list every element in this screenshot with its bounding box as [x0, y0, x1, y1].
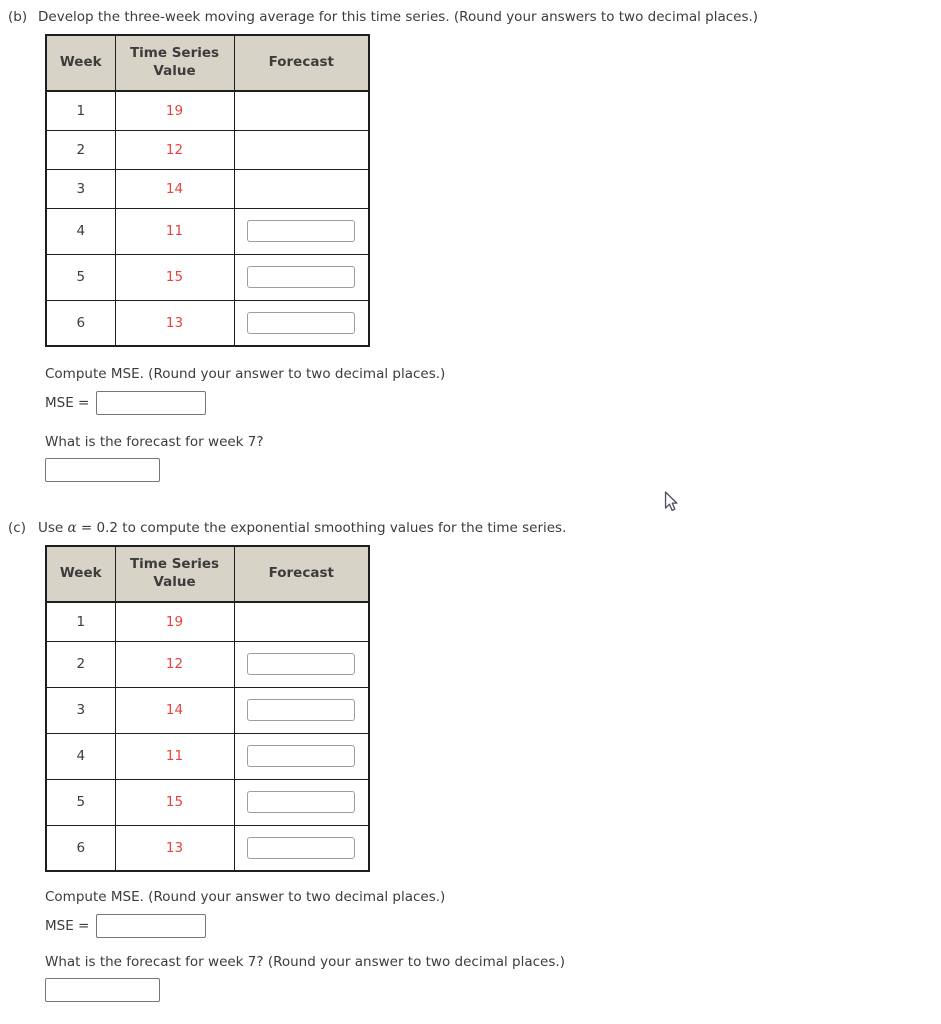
compute-mse-prompt-c: Compute MSE. (Round your answer to two decimal places.)	[45, 889, 446, 905]
week7-prompt-c: What is the forecast for week 7? (Round your answer to two decimal places.)	[45, 954, 565, 970]
table-row	[46, 825, 369, 871]
table-header-row	[46, 35, 369, 91]
forecast-column-header: Forecast	[234, 546, 369, 602]
time-series-value-column-header: Time Series Value	[115, 35, 234, 91]
smoothing-input-week-4[interactable]	[247, 745, 355, 767]
mse-input-c[interactable]	[96, 914, 206, 938]
forecast-cell	[234, 733, 369, 779]
forecast-cell	[234, 641, 369, 687]
forecast-input-week-4[interactable]	[247, 220, 355, 242]
forecast-cell-empty	[234, 130, 369, 169]
table-row	[46, 641, 369, 687]
table-row	[46, 733, 369, 779]
mouse-cursor-icon	[663, 491, 678, 513]
mse-label-b: MSE =	[45, 395, 90, 411]
value-cell: 15	[115, 254, 234, 300]
value-cell: 12	[115, 130, 234, 169]
week-cell: 4	[46, 733, 115, 779]
table-row	[46, 779, 369, 825]
week-cell: 5	[46, 254, 115, 300]
week-cell: 6	[46, 825, 115, 871]
smoothing-input-week-5[interactable]	[247, 791, 355, 813]
forecast-input-week-5[interactable]	[247, 266, 355, 288]
week7-forecast-input-b[interactable]	[45, 458, 160, 482]
moving-average-table	[45, 34, 370, 347]
table-row	[46, 91, 369, 130]
part-c-prompt-post: = 0.2 to compute the exponential smoothing values for the time series.	[76, 520, 567, 536]
smoothing-input-week-2[interactable]	[247, 653, 355, 675]
part-b-prompt: Develop the three-week moving average for this time series. (Round your answers to two decimal places.)	[38, 9, 759, 25]
forecast-input-week-6[interactable]	[247, 312, 355, 334]
value-cell: 15	[115, 779, 234, 825]
alpha-symbol: α	[67, 520, 77, 536]
forecast-cell	[234, 779, 369, 825]
table-row	[46, 254, 369, 300]
forecast-cell-empty	[234, 602, 369, 641]
mse-line-b	[45, 391, 941, 415]
table-header-row	[46, 546, 369, 602]
part-c-prompt	[38, 520, 931, 536]
time-series-value-column-header: Time Series Value	[115, 546, 234, 602]
mse-label-c: MSE =	[45, 918, 90, 934]
smoothing-input-week-6[interactable]	[247, 837, 355, 859]
week-cell: 2	[46, 130, 115, 169]
week-cell: 3	[46, 687, 115, 733]
forecast-cell	[234, 300, 369, 346]
part-c-label: (c)	[8, 520, 26, 536]
table-row	[46, 602, 369, 641]
table-row	[46, 169, 369, 208]
week7-forecast-input-c[interactable]	[45, 978, 160, 1002]
week-cell: 3	[46, 169, 115, 208]
forecast-column-header: Forecast	[234, 35, 369, 91]
week-cell: 2	[46, 641, 115, 687]
week-column-header: Week	[46, 546, 115, 602]
week7-answer-wrap-c	[45, 978, 941, 1002]
part-b-label: (b)	[8, 9, 28, 25]
table-row	[46, 300, 369, 346]
value-cell: 19	[115, 91, 234, 130]
forecast-cell	[234, 208, 369, 254]
forecast-cell	[234, 254, 369, 300]
week-column-header: Week	[46, 35, 115, 91]
value-cell: 11	[115, 208, 234, 254]
table-row	[46, 130, 369, 169]
value-cell: 13	[115, 825, 234, 871]
forecast-cell	[234, 687, 369, 733]
part-c-prompt-pre: Use	[38, 520, 68, 536]
week-cell: 4	[46, 208, 115, 254]
exponential-smoothing-table	[45, 545, 370, 872]
smoothing-input-week-3[interactable]	[247, 699, 355, 721]
forecast-cell-empty	[234, 91, 369, 130]
value-cell: 12	[115, 641, 234, 687]
mse-line-c	[45, 914, 941, 938]
part-b-question	[0, 0, 941, 25]
value-cell: 19	[115, 602, 234, 641]
mse-input-b[interactable]	[96, 391, 206, 415]
forecast-cell	[234, 825, 369, 871]
forecast-cell-empty	[234, 169, 369, 208]
value-cell: 13	[115, 300, 234, 346]
week-cell: 6	[46, 300, 115, 346]
compute-mse-prompt-b: Compute MSE. (Round your answer to two decimal places.)	[45, 366, 446, 382]
value-cell: 14	[115, 687, 234, 733]
value-cell: 14	[115, 169, 234, 208]
value-cell: 11	[115, 733, 234, 779]
week7-prompt-b: What is the forecast for week 7?	[45, 434, 264, 450]
part-c-question	[0, 511, 941, 536]
week-cell: 1	[46, 91, 115, 130]
week-cell: 5	[46, 779, 115, 825]
table-row	[46, 208, 369, 254]
week-cell: 1	[46, 602, 115, 641]
table-row	[46, 687, 369, 733]
week7-answer-wrap-b	[45, 458, 941, 482]
